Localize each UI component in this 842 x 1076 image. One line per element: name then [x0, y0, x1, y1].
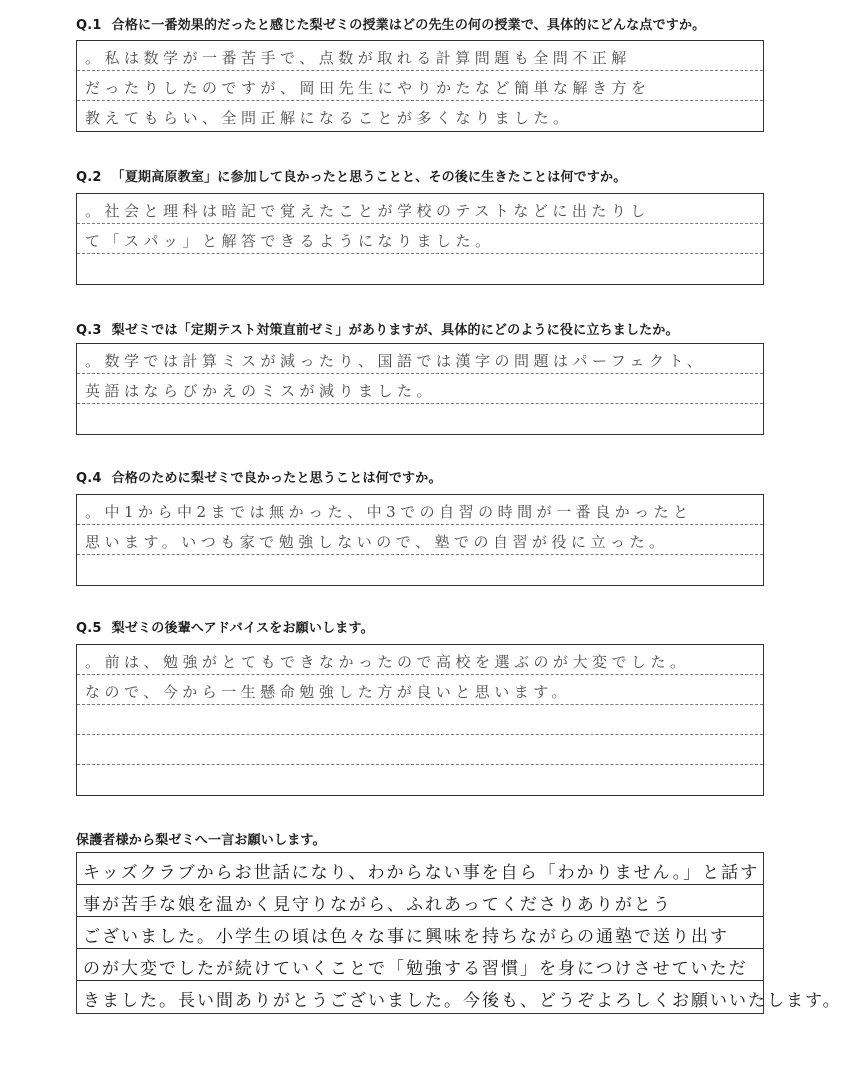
parent-section-title	[76, 829, 326, 848]
answer-line	[77, 645, 763, 675]
answer-box-5	[76, 644, 764, 796]
message-line	[77, 981, 842, 1013]
handwritten-text: 。私は数学が一番苦手で、点数が取れる計算問題も全問不正解	[85, 49, 631, 67]
handwritten-text: ございました。小学生の頃は色々な事に興味を持ちながらの通塾で送り出す	[83, 927, 729, 947]
question-number: Q.4	[76, 471, 102, 486]
handwritten-text: 。前は、勉強がとてもできなかったので高校を選ぶのが大変でした。	[85, 653, 690, 671]
answer-line	[77, 374, 763, 404]
answer-line	[77, 101, 763, 131]
answer-line	[77, 41, 763, 71]
handwritten-text: 。社会と理科は暗記で覚えたことが学校のテストなどに出たりし	[85, 202, 650, 220]
handwritten-text: のが大変でしたが続けていくことで「勉強する習慣」を身につけさせていただ	[83, 959, 748, 979]
handwritten-text: 英語はならびかえのミスが減りました。	[85, 382, 437, 400]
question-text: 梨ゼミの後輩へアドバイスをお願いします。	[111, 621, 374, 636]
answer-box-2	[76, 193, 764, 285]
answer-line	[77, 404, 763, 434]
handwritten-text: キッズクラブからお世話になり、わからない事を自ら「わかりません。」と話す	[83, 863, 760, 883]
answer-line	[77, 765, 763, 795]
handwritten-text: 思います。いつも家で勉強しないので、塾での自習が役に立った。	[85, 533, 669, 551]
question-5-label	[76, 617, 374, 636]
message-line	[77, 853, 763, 885]
answer-line	[77, 555, 763, 585]
answer-line	[77, 254, 763, 284]
question-4-label	[76, 467, 442, 486]
answer-line	[77, 344, 763, 374]
question-text: 合格に一番効果的だったと感じた梨ゼミの授業はどの先生の何の授業で、具体的にどんな点ですか。	[111, 18, 706, 33]
handwritten-text: だったりしたのですが、岡田先生にやりかたなど簡単な解き方を	[85, 79, 651, 97]
question-text: 梨ゼミでは「定期テスト対策直前ゼミ」がありますが、具体的にどのように役に立ちましたか。	[111, 323, 679, 338]
parent-message-box	[76, 852, 842, 1014]
question-number: Q.3	[76, 323, 102, 338]
handwritten-text: きました。長い間ありがとうございました。今後も、どうぞよろしくお願いいたします。	[83, 991, 842, 1011]
question-number: Q.5	[76, 621, 102, 636]
answer-line	[77, 525, 763, 555]
answer-line	[77, 705, 763, 735]
handwritten-text: 。数学では計算ミスが減ったり、国語では漢字の問題はパーフェクト、	[85, 352, 707, 370]
answer-line	[77, 675, 763, 705]
answer-line	[77, 224, 763, 254]
question-1-label	[76, 14, 705, 33]
answer-box-1	[76, 40, 764, 132]
message-line	[77, 885, 763, 917]
handwritten-text: 事が苦手な娘を温かく見守りながら、ふれあってくださりありがとう	[83, 895, 672, 915]
answer-line	[77, 71, 763, 101]
answer-line	[77, 735, 763, 765]
answer-box-4	[76, 494, 764, 586]
handwritten-text: 。中1から中2までは無かった、中3での自習の時間が一番良かったと	[85, 503, 693, 521]
parent-title-text: 保護者様から梨ゼミへ一言お願いします。	[76, 833, 326, 848]
handwritten-text: なので、今から一生懸命勉強した方が良いと思います。	[85, 683, 572, 701]
question-3-label	[76, 319, 679, 338]
question-text: 「夏期高原教室」に参加して良かったと思うことと、その後に生きたことは何ですか。	[111, 170, 627, 185]
question-2-label	[76, 166, 626, 185]
answer-line	[77, 495, 763, 525]
message-line	[77, 917, 763, 949]
answer-line	[77, 194, 763, 224]
question-number: Q.2	[76, 170, 102, 185]
message-line	[77, 949, 763, 981]
handwritten-text: 教えてもらい、全問正解になることが多くなりました。	[85, 109, 573, 127]
answer-box-3	[76, 343, 764, 435]
question-text: 合格のために梨ゼミで良かったと思うことは何ですか。	[111, 471, 442, 486]
question-number: Q.1	[76, 18, 102, 33]
handwritten-text: て「スパッ」と解答できるようになりました。	[85, 232, 495, 250]
